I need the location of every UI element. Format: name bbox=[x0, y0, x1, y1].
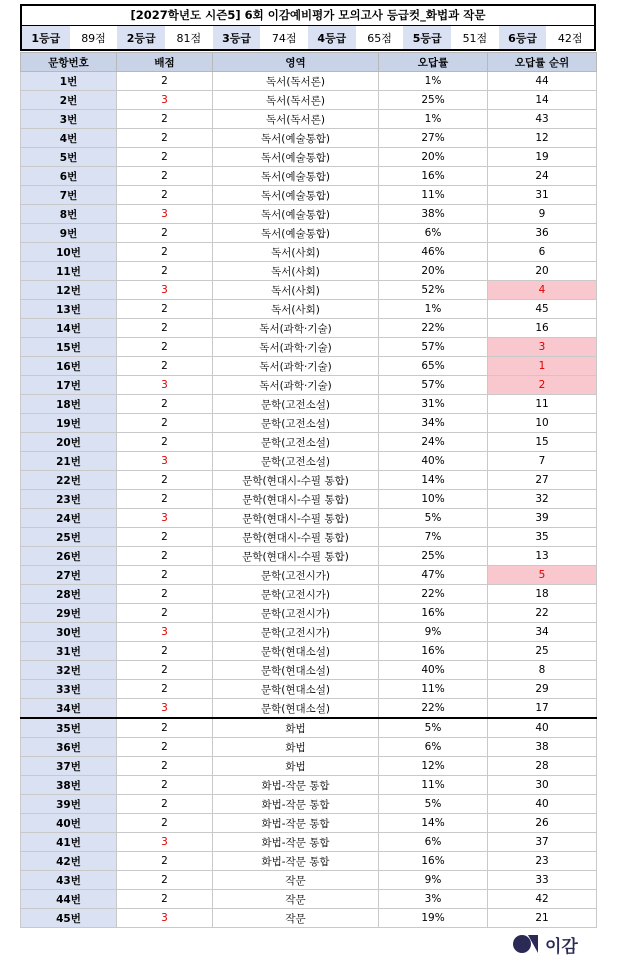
wrong-rate-cell: 24% bbox=[379, 433, 488, 452]
area-cell: 문학(고전소설) bbox=[213, 414, 379, 433]
wrong-rate-cell: 57% bbox=[379, 338, 488, 357]
area-cell: 문학(현대시-수필 통합) bbox=[213, 490, 379, 509]
points-cell: 2 bbox=[117, 814, 213, 833]
table-row bbox=[21, 757, 597, 776]
area-cell: 문학(고전시가) bbox=[213, 566, 379, 585]
points-cell: 2 bbox=[117, 167, 213, 186]
grade-label: 5등급 bbox=[403, 26, 451, 49]
question-number-cell: 40번 bbox=[21, 814, 117, 833]
table-row bbox=[21, 680, 597, 699]
question-number-cell: 10번 bbox=[21, 243, 117, 262]
grade-score: 65점 bbox=[356, 26, 404, 49]
question-number-cell: 45번 bbox=[21, 909, 117, 928]
wrong-rank-cell: 22 bbox=[488, 604, 597, 623]
table-row bbox=[21, 738, 597, 757]
wrong-rank-cell: 27 bbox=[488, 471, 597, 490]
points-cell: 2 bbox=[117, 528, 213, 547]
wrong-rank-cell: 28 bbox=[488, 757, 597, 776]
wrong-rate-cell: 1% bbox=[379, 300, 488, 319]
area-cell: 독서(독서론) bbox=[213, 72, 379, 91]
table-row bbox=[21, 585, 597, 604]
question-number-cell: 20번 bbox=[21, 433, 117, 452]
wrong-rate-cell: 11% bbox=[379, 776, 488, 795]
wrong-rate-cell: 1% bbox=[379, 110, 488, 129]
wrong-rank-cell: 26 bbox=[488, 814, 597, 833]
wrong-rank-cell: 24 bbox=[488, 167, 597, 186]
area-cell: 문학(현대소설) bbox=[213, 642, 379, 661]
wrong-rate-cell: 9% bbox=[379, 623, 488, 642]
table-row bbox=[21, 395, 597, 414]
wrong-rate-cell: 14% bbox=[379, 814, 488, 833]
table-row bbox=[21, 795, 597, 814]
area-cell: 문학(현대시-수필 통합) bbox=[213, 528, 379, 547]
question-number-cell: 26번 bbox=[21, 547, 117, 566]
wrong-rank-cell: 13 bbox=[488, 547, 597, 566]
grade-label: 2등급 bbox=[117, 26, 165, 49]
table-header-row bbox=[21, 53, 597, 72]
table-row bbox=[21, 186, 597, 205]
table-row bbox=[21, 110, 597, 129]
wrong-rank-cell: 2 bbox=[488, 376, 597, 395]
area-cell: 화법-작문 통합 bbox=[213, 776, 379, 795]
wrong-rate-cell: 16% bbox=[379, 852, 488, 871]
grade-score: 42점 bbox=[546, 26, 594, 49]
question-number-cell: 15번 bbox=[21, 338, 117, 357]
table-row bbox=[21, 433, 597, 452]
area-cell: 독서(과학·기술) bbox=[213, 319, 379, 338]
wrong-rate-cell: 11% bbox=[379, 680, 488, 699]
area-cell: 독서(예술통합) bbox=[213, 167, 379, 186]
points-cell: 3 bbox=[117, 699, 213, 719]
points-cell: 2 bbox=[117, 585, 213, 604]
question-table bbox=[20, 52, 597, 928]
grade-label: 1등급 bbox=[22, 26, 70, 49]
area-cell: 문학(고전시가) bbox=[213, 585, 379, 604]
wrong-rank-cell: 44 bbox=[488, 72, 597, 91]
wrong-rate-cell: 46% bbox=[379, 243, 488, 262]
question-number-cell: 7번 bbox=[21, 186, 117, 205]
area-cell: 작문 bbox=[213, 871, 379, 890]
wrong-rate-cell: 14% bbox=[379, 471, 488, 490]
area-cell: 작문 bbox=[213, 909, 379, 928]
igam-logo-icon bbox=[513, 934, 539, 954]
wrong-rank-cell: 35 bbox=[488, 528, 597, 547]
area-cell: 독서(예술통합) bbox=[213, 205, 379, 224]
wrong-rank-cell: 3 bbox=[488, 338, 597, 357]
question-number-cell: 23번 bbox=[21, 490, 117, 509]
grade-label: 6등급 bbox=[499, 26, 547, 49]
table-row bbox=[21, 623, 597, 642]
question-number-cell: 34번 bbox=[21, 699, 117, 719]
wrong-rank-cell: 4 bbox=[488, 281, 597, 300]
grade-cut-row bbox=[22, 26, 594, 49]
wrong-rate-cell: 6% bbox=[379, 833, 488, 852]
wrong-rate-cell: 11% bbox=[379, 186, 488, 205]
question-number-cell: 24번 bbox=[21, 509, 117, 528]
wrong-rank-cell: 17 bbox=[488, 699, 597, 719]
grade-score: 74점 bbox=[260, 26, 308, 49]
question-number-cell: 32번 bbox=[21, 661, 117, 680]
points-cell: 2 bbox=[117, 661, 213, 680]
points-cell: 2 bbox=[117, 642, 213, 661]
area-cell: 문학(고전시가) bbox=[213, 604, 379, 623]
question-number-cell: 5번 bbox=[21, 148, 117, 167]
question-number-cell: 36번 bbox=[21, 738, 117, 757]
area-cell: 문학(현대소설) bbox=[213, 661, 379, 680]
points-cell: 2 bbox=[117, 224, 213, 243]
area-cell: 독서(과학·기술) bbox=[213, 338, 379, 357]
question-number-cell: 1번 bbox=[21, 72, 117, 91]
wrong-rate-cell: 9% bbox=[379, 871, 488, 890]
points-cell: 2 bbox=[117, 338, 213, 357]
table-row bbox=[21, 281, 597, 300]
wrong-rank-cell: 9 bbox=[488, 205, 597, 224]
wrong-rate-cell: 7% bbox=[379, 528, 488, 547]
wrong-rank-cell: 19 bbox=[488, 148, 597, 167]
table-row bbox=[21, 909, 597, 928]
table-row bbox=[21, 471, 597, 490]
table-body bbox=[21, 72, 597, 928]
table-row bbox=[21, 871, 597, 890]
column-header-wrong-rate: 오답률 bbox=[379, 53, 488, 72]
points-cell: 2 bbox=[117, 738, 213, 757]
wrong-rank-cell: 43 bbox=[488, 110, 597, 129]
question-number-cell: 4번 bbox=[21, 129, 117, 148]
column-header-question: 문항번호 bbox=[21, 53, 117, 72]
area-cell: 화법-작문 통합 bbox=[213, 833, 379, 852]
question-number-cell: 19번 bbox=[21, 414, 117, 433]
area-cell: 문학(고전시가) bbox=[213, 623, 379, 642]
wrong-rate-cell: 5% bbox=[379, 718, 488, 738]
table-row bbox=[21, 72, 597, 91]
page-title: [2027학년도 시즌5] 6회 이감예비평가 모의고사 등급컷_화법과 작문 bbox=[22, 6, 594, 26]
area-cell: 독서(사회) bbox=[213, 300, 379, 319]
grade-cut-header bbox=[20, 4, 596, 51]
points-cell: 2 bbox=[117, 547, 213, 566]
points-cell: 2 bbox=[117, 300, 213, 319]
area-cell: 작문 bbox=[213, 890, 379, 909]
table-row bbox=[21, 262, 597, 281]
wrong-rank-cell: 10 bbox=[488, 414, 597, 433]
points-cell: 2 bbox=[117, 566, 213, 585]
area-cell: 독서(과학·기술) bbox=[213, 357, 379, 376]
wrong-rate-cell: 19% bbox=[379, 909, 488, 928]
points-cell: 3 bbox=[117, 623, 213, 642]
question-number-cell: 37번 bbox=[21, 757, 117, 776]
area-cell: 독서(사회) bbox=[213, 243, 379, 262]
area-cell: 독서(예술통합) bbox=[213, 186, 379, 205]
table-row bbox=[21, 300, 597, 319]
table-row bbox=[21, 566, 597, 585]
wrong-rate-cell: 5% bbox=[379, 509, 488, 528]
area-cell: 독서(과학·기술) bbox=[213, 376, 379, 395]
wrong-rate-cell: 31% bbox=[379, 395, 488, 414]
area-cell: 화법-작문 통합 bbox=[213, 795, 379, 814]
wrong-rank-cell: 21 bbox=[488, 909, 597, 928]
wrong-rank-cell: 16 bbox=[488, 319, 597, 338]
wrong-rate-cell: 20% bbox=[379, 262, 488, 281]
question-number-cell: 39번 bbox=[21, 795, 117, 814]
grade-label: 4등급 bbox=[308, 26, 356, 49]
table-row bbox=[21, 509, 597, 528]
wrong-rank-cell: 42 bbox=[488, 890, 597, 909]
table-row bbox=[21, 452, 597, 471]
grade-score: 89점 bbox=[70, 26, 118, 49]
table-row bbox=[21, 490, 597, 509]
wrong-rate-cell: 52% bbox=[379, 281, 488, 300]
grade-score: 51점 bbox=[451, 26, 499, 49]
wrong-rank-cell: 7 bbox=[488, 452, 597, 471]
points-cell: 2 bbox=[117, 490, 213, 509]
table-row bbox=[21, 852, 597, 871]
question-number-cell: 22번 bbox=[21, 471, 117, 490]
wrong-rate-cell: 57% bbox=[379, 376, 488, 395]
area-cell: 독서(예술통합) bbox=[213, 224, 379, 243]
points-cell: 2 bbox=[117, 604, 213, 623]
wrong-rate-cell: 1% bbox=[379, 72, 488, 91]
wrong-rate-cell: 47% bbox=[379, 566, 488, 585]
table-row bbox=[21, 718, 597, 738]
question-number-cell: 16번 bbox=[21, 357, 117, 376]
wrong-rank-cell: 5 bbox=[488, 566, 597, 585]
wrong-rate-cell: 12% bbox=[379, 757, 488, 776]
points-cell: 3 bbox=[117, 281, 213, 300]
points-cell: 2 bbox=[117, 795, 213, 814]
table-row bbox=[21, 528, 597, 547]
wrong-rank-cell: 12 bbox=[488, 129, 597, 148]
wrong-rate-cell: 6% bbox=[379, 738, 488, 757]
points-cell: 2 bbox=[117, 186, 213, 205]
points-cell: 3 bbox=[117, 205, 213, 224]
question-number-cell: 33번 bbox=[21, 680, 117, 699]
area-cell: 독서(예술통합) bbox=[213, 129, 379, 148]
question-number-cell: 11번 bbox=[21, 262, 117, 281]
question-number-cell: 31번 bbox=[21, 642, 117, 661]
points-cell: 3 bbox=[117, 91, 213, 110]
points-cell: 3 bbox=[117, 509, 213, 528]
grade-score: 81점 bbox=[165, 26, 213, 49]
wrong-rate-cell: 22% bbox=[379, 585, 488, 604]
wrong-rank-cell: 15 bbox=[488, 433, 597, 452]
points-cell: 2 bbox=[117, 243, 213, 262]
points-cell: 2 bbox=[117, 129, 213, 148]
question-number-cell: 43번 bbox=[21, 871, 117, 890]
igam-logo bbox=[513, 932, 595, 956]
wrong-rank-cell: 20 bbox=[488, 262, 597, 281]
area-cell: 화법 bbox=[213, 738, 379, 757]
table-row bbox=[21, 167, 597, 186]
wrong-rank-cell: 39 bbox=[488, 509, 597, 528]
question-number-cell: 21번 bbox=[21, 452, 117, 471]
wrong-rank-cell: 8 bbox=[488, 661, 597, 680]
area-cell: 문학(현대소설) bbox=[213, 699, 379, 719]
wrong-rate-cell: 5% bbox=[379, 795, 488, 814]
table-row bbox=[21, 376, 597, 395]
wrong-rate-cell: 25% bbox=[379, 91, 488, 110]
question-number-cell: 38번 bbox=[21, 776, 117, 795]
wrong-rate-cell: 38% bbox=[379, 205, 488, 224]
points-cell: 2 bbox=[117, 871, 213, 890]
question-number-cell: 25번 bbox=[21, 528, 117, 547]
points-cell: 3 bbox=[117, 376, 213, 395]
table-row bbox=[21, 814, 597, 833]
area-cell: 독서(독서론) bbox=[213, 110, 379, 129]
question-number-cell: 17번 bbox=[21, 376, 117, 395]
area-cell: 화법 bbox=[213, 718, 379, 738]
area-cell: 문학(고전소설) bbox=[213, 395, 379, 414]
wrong-rank-cell: 29 bbox=[488, 680, 597, 699]
points-cell: 2 bbox=[117, 395, 213, 414]
table-row bbox=[21, 129, 597, 148]
points-cell: 2 bbox=[117, 433, 213, 452]
points-cell: 2 bbox=[117, 148, 213, 167]
question-number-cell: 9번 bbox=[21, 224, 117, 243]
wrong-rank-cell: 40 bbox=[488, 795, 597, 814]
wrong-rank-cell: 1 bbox=[488, 357, 597, 376]
question-number-cell: 44번 bbox=[21, 890, 117, 909]
table-row bbox=[21, 890, 597, 909]
points-cell: 2 bbox=[117, 852, 213, 871]
table-row bbox=[21, 357, 597, 376]
question-number-cell: 35번 bbox=[21, 718, 117, 738]
wrong-rank-cell: 40 bbox=[488, 718, 597, 738]
question-number-cell: 30번 bbox=[21, 623, 117, 642]
wrong-rank-cell: 6 bbox=[488, 243, 597, 262]
area-cell: 독서(예술통합) bbox=[213, 148, 379, 167]
column-header-wrong-rank: 오답률 순위 bbox=[488, 53, 597, 72]
points-cell: 2 bbox=[117, 890, 213, 909]
wrong-rank-cell: 30 bbox=[488, 776, 597, 795]
table-row bbox=[21, 224, 597, 243]
table-row bbox=[21, 319, 597, 338]
table-row bbox=[21, 604, 597, 623]
wrong-rank-cell: 25 bbox=[488, 642, 597, 661]
points-cell: 2 bbox=[117, 757, 213, 776]
wrong-rate-cell: 27% bbox=[379, 129, 488, 148]
table-row bbox=[21, 91, 597, 110]
wrong-rank-cell: 31 bbox=[488, 186, 597, 205]
area-cell: 문학(현대시-수필 통합) bbox=[213, 471, 379, 490]
wrong-rank-cell: 32 bbox=[488, 490, 597, 509]
question-number-cell: 18번 bbox=[21, 395, 117, 414]
points-cell: 2 bbox=[117, 357, 213, 376]
question-number-cell: 8번 bbox=[21, 205, 117, 224]
points-cell: 2 bbox=[117, 718, 213, 738]
wrong-rank-cell: 33 bbox=[488, 871, 597, 890]
wrong-rate-cell: 22% bbox=[379, 699, 488, 719]
table-row bbox=[21, 414, 597, 433]
question-number-cell: 13번 bbox=[21, 300, 117, 319]
wrong-rate-cell: 10% bbox=[379, 490, 488, 509]
question-number-cell: 42번 bbox=[21, 852, 117, 871]
points-cell: 2 bbox=[117, 776, 213, 795]
area-cell: 화법-작문 통합 bbox=[213, 814, 379, 833]
points-cell: 2 bbox=[117, 471, 213, 490]
points-cell: 2 bbox=[117, 680, 213, 699]
points-cell: 2 bbox=[117, 72, 213, 91]
wrong-rank-cell: 11 bbox=[488, 395, 597, 414]
question-number-cell: 14번 bbox=[21, 319, 117, 338]
question-number-cell: 29번 bbox=[21, 604, 117, 623]
wrong-rate-cell: 16% bbox=[379, 642, 488, 661]
wrong-rank-cell: 45 bbox=[488, 300, 597, 319]
area-cell: 독서(사회) bbox=[213, 281, 379, 300]
table-row bbox=[21, 148, 597, 167]
wrong-rank-cell: 18 bbox=[488, 585, 597, 604]
table-row bbox=[21, 338, 597, 357]
area-cell: 문학(현대시-수필 통합) bbox=[213, 547, 379, 566]
area-cell: 문학(현대시-수필 통합) bbox=[213, 509, 379, 528]
wrong-rate-cell: 6% bbox=[379, 224, 488, 243]
question-number-cell: 12번 bbox=[21, 281, 117, 300]
wrong-rank-cell: 14 bbox=[488, 91, 597, 110]
area-cell: 화법 bbox=[213, 757, 379, 776]
table-row bbox=[21, 243, 597, 262]
points-cell: 3 bbox=[117, 833, 213, 852]
question-number-cell: 6번 bbox=[21, 167, 117, 186]
wrong-rate-cell: 34% bbox=[379, 414, 488, 433]
wrong-rate-cell: 3% bbox=[379, 890, 488, 909]
points-cell: 2 bbox=[117, 262, 213, 281]
table-row bbox=[21, 661, 597, 680]
area-cell: 화법-작문 통합 bbox=[213, 852, 379, 871]
question-number-cell: 28번 bbox=[21, 585, 117, 604]
wrong-rate-cell: 22% bbox=[379, 319, 488, 338]
wrong-rank-cell: 37 bbox=[488, 833, 597, 852]
grade-label: 3등급 bbox=[213, 26, 261, 49]
question-number-cell: 3번 bbox=[21, 110, 117, 129]
wrong-rank-cell: 38 bbox=[488, 738, 597, 757]
column-header-points: 배점 bbox=[117, 53, 213, 72]
points-cell: 2 bbox=[117, 110, 213, 129]
area-cell: 문학(고전소설) bbox=[213, 433, 379, 452]
area-cell: 독서(독서론) bbox=[213, 91, 379, 110]
wrong-rate-cell: 16% bbox=[379, 604, 488, 623]
wrong-rate-cell: 40% bbox=[379, 661, 488, 680]
points-cell: 3 bbox=[117, 909, 213, 928]
wrong-rate-cell: 25% bbox=[379, 547, 488, 566]
area-cell: 문학(현대소설) bbox=[213, 680, 379, 699]
question-number-cell: 41번 bbox=[21, 833, 117, 852]
logo-text: 이감 bbox=[545, 936, 578, 957]
table-row bbox=[21, 699, 597, 719]
table-row bbox=[21, 642, 597, 661]
column-header-area: 영역 bbox=[213, 53, 379, 72]
table-row bbox=[21, 833, 597, 852]
area-cell: 독서(사회) bbox=[213, 262, 379, 281]
wrong-rate-cell: 20% bbox=[379, 148, 488, 167]
wrong-rate-cell: 40% bbox=[379, 452, 488, 471]
wrong-rate-cell: 65% bbox=[379, 357, 488, 376]
points-cell: 3 bbox=[117, 452, 213, 471]
question-number-cell: 2번 bbox=[21, 91, 117, 110]
points-cell: 2 bbox=[117, 319, 213, 338]
question-number-cell: 27번 bbox=[21, 566, 117, 585]
table-row bbox=[21, 776, 597, 795]
area-cell: 문학(고전소설) bbox=[213, 452, 379, 471]
wrong-rate-cell: 16% bbox=[379, 167, 488, 186]
wrong-rank-cell: 23 bbox=[488, 852, 597, 871]
wrong-rank-cell: 34 bbox=[488, 623, 597, 642]
wrong-rank-cell: 36 bbox=[488, 224, 597, 243]
points-cell: 2 bbox=[117, 414, 213, 433]
table-row bbox=[21, 547, 597, 566]
table-row bbox=[21, 205, 597, 224]
